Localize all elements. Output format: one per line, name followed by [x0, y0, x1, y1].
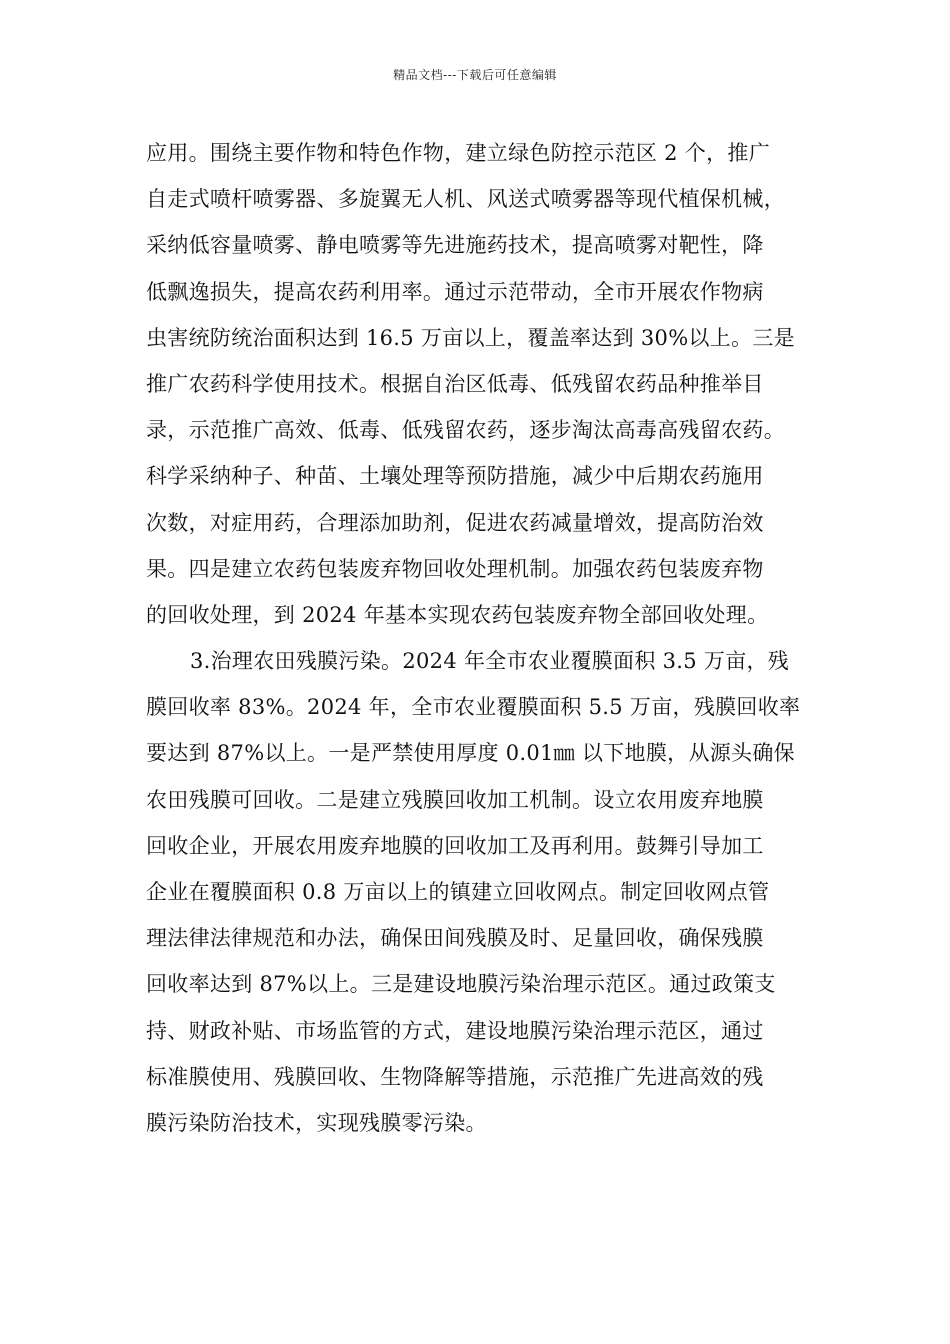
text-line: 次数，对症用药，合理添加助剂，促进农药减量增效，提高防治效 [146, 510, 764, 535]
page-header: 精品文档---下载后可任意编辑 [393, 68, 557, 82]
text-line: 回收企业，开展农用废弃地膜的回收加工及再利用。鼓舞引导加工 [146, 833, 764, 858]
text-line: 自走式喷杆喷雾器、多旋翼无人机、风送式喷雾器等现代植保机械， [146, 187, 785, 212]
text-line: 推广农药科学使用技术。根据自治区低毒、低残留农药品种推举目 [146, 371, 764, 396]
text-line: 持、财政补贴、市场监管的方式，建设地膜污染治理示范区，通过 [146, 1018, 764, 1043]
text-line: 回收率达到 87%以上。三是建设地膜污染治理示范区。通过政策支 [146, 972, 776, 997]
text-line: 要达到 87%以上。一是严禁使用厚度 0.01㎜ 以下地膜，从源头确保 [146, 741, 795, 766]
text-line: 应用。围绕主要作物和特色作物，建立绿色防控示范区 2 个，推广 [146, 141, 771, 165]
text-line: 采纳低容量喷雾、静电喷雾等先进施药技术，提高喷雾对靶性，降 [146, 233, 764, 258]
text-line: 膜回收率 83%。2024 年，全市农业覆膜面积 5.5 万亩，残膜回收率 [146, 695, 801, 720]
text-line: 膜污染防治技术，实现残膜零污染。 [146, 1110, 487, 1135]
text-line: 果。四是建立农药包装废弃物回收处理机制。加强农药包装废弃物 [146, 556, 764, 581]
text-line: 农田残膜可回收。二是建立残膜回收加工机制。设立农用废弃地膜 [146, 787, 764, 812]
text-line: 企业在覆膜面积 0.8 万亩以上的镇建立回收网点。制定回收网点管 [146, 880, 770, 904]
text-line: 科学采纳种子、种苗、土壤处理等预防措施，减少中后期农药施用 [146, 464, 764, 489]
text-line: 低飘逸损失，提高农药利用率。通过示范带动，全市开展农作物病 [146, 279, 764, 304]
text-line: 标准膜使用、残膜回收、生物降解等措施，示范推广先进高效的残 [146, 1064, 764, 1089]
text-line: 录，示范推广高效、低毒、低残留农药，逐步淘汰高毒高残留农药。 [146, 418, 785, 443]
text-line: 理法律法律规范和办法，确保田间残膜及时、足量回收，确保残膜 [146, 926, 764, 951]
document-body [146, 130, 808, 1146]
text-line: 虫害统防统治面积达到 16.5 万亩以上，覆盖率达到 30%以上。三是 [146, 325, 795, 350]
text-line: 的回收处理，到 2024 年基本实现农药包装废弃物全部回收处理。 [146, 602, 769, 627]
paragraph-start-line: 3.治理农田残膜污染。2024 年全市农业覆膜面积 3.5 万亩，残 [190, 649, 790, 674]
